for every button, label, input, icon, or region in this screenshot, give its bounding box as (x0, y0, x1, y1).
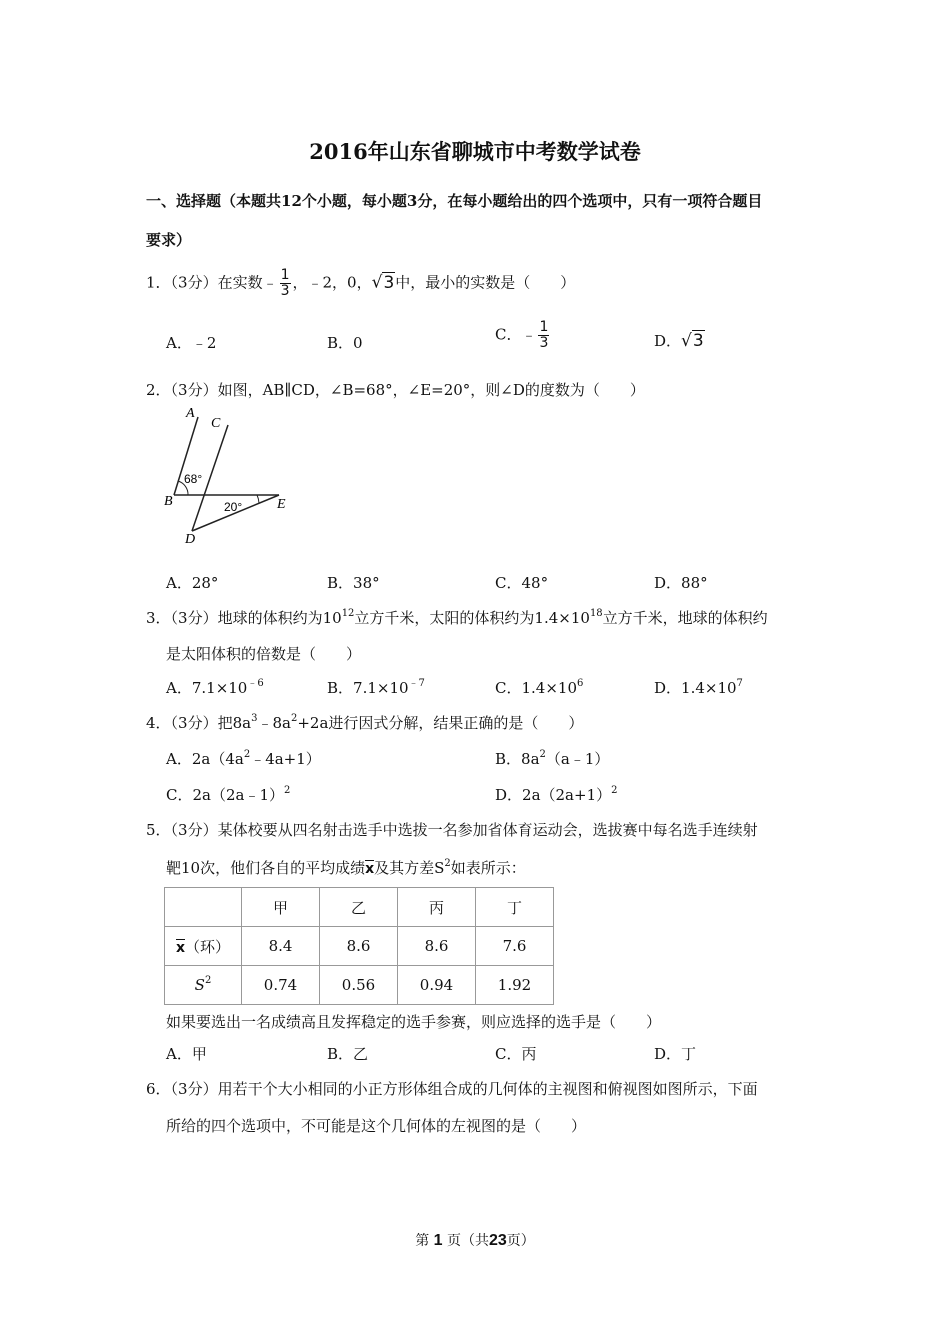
question-1 (146, 268, 575, 299)
q1-option-d-prefix: D． (654, 332, 682, 350)
section-heading-line1: 一、选择题（本题共12个小题，每小题3分，在每小题给出的四个选项中，只有一项符合题目 (146, 192, 763, 210)
q4-opt-b1: B．8a (495, 750, 540, 768)
label-c: C (211, 416, 221, 431)
label-e: E (277, 497, 286, 512)
angle-68-label: 68° (184, 472, 203, 486)
table-cell: 7.6 (476, 927, 554, 966)
q4-opt-a2: ﹣4a+1） (250, 750, 321, 768)
q4-opt-b-exp: 2 (539, 749, 546, 760)
label-b: B (164, 494, 173, 509)
q1-fraction (280, 268, 291, 299)
footer-mid: 页（共 (447, 1233, 489, 1249)
q4-e2: 2 (290, 713, 298, 724)
q3-exp1: 12 (341, 608, 355, 619)
q4-opt-a1: A．2a（4a (166, 750, 244, 768)
table-row (165, 927, 554, 966)
q4-opt-c1: C．2a（2a﹣1） (166, 786, 284, 804)
question-4 (146, 712, 583, 733)
question-6-line1: 6．（3分）用若干个大小相同的小正方形体组合成的几何体的主视图和俯视图如图所示，下面 (146, 1080, 758, 1098)
table-cell: 8.6 (320, 927, 398, 966)
table-row-label (165, 966, 242, 1005)
question-3-line2: 是太阳体积的倍数是（ ） (166, 645, 362, 663)
q1-sqrt-radicand: 3 (383, 272, 395, 293)
q4-option-c (166, 784, 290, 805)
row-s-exp: 2 (204, 975, 212, 986)
q3-opt-c-exp: 6 (577, 678, 584, 689)
q1-option-c-fraction (538, 320, 549, 351)
footer-total-pages: 23 (489, 1232, 507, 1249)
q5-l2-exp: 2 (444, 858, 451, 869)
table-header-row (165, 888, 554, 927)
q1-option-d-sqrt: √3 (681, 331, 704, 351)
q5-l2-a: 靶10次，他们各自的平均成绩 (166, 859, 366, 877)
angle-20-label: 20° (224, 500, 243, 514)
q3-option-a (166, 677, 264, 698)
q3-l1-a: 3．（3分）地球的体积约为10 (146, 609, 342, 627)
q3-opt-d-exp: 7 (736, 678, 743, 689)
footer-page-number: 1 (433, 1232, 443, 1249)
q2-option-b: B．38° (327, 574, 380, 592)
table-cell: 8.4 (242, 927, 320, 966)
q1-mid: ，﹣2，0， (292, 273, 372, 292)
q3-option-d (654, 677, 743, 698)
q2-option-a: A．28° (166, 574, 219, 592)
label-a: A (186, 406, 195, 421)
q1-sqrt: √3 (371, 272, 395, 293)
q3-opt-a-text: A．7.1×10 (166, 679, 248, 697)
q1-frac-den: 3 (280, 283, 290, 299)
q1-frac-num: 1 (280, 267, 290, 283)
q4-opt-b2: （a﹣1） (545, 750, 610, 768)
footer-post: 页） (506, 1233, 535, 1249)
q4-t3: +2a进行因式分解，结果正确的是（ ） (297, 714, 584, 732)
q4-opt-c-exp: 2 (284, 785, 291, 796)
q1-prefix: 1．（3分）在实数﹣ (146, 273, 278, 292)
table-cell: 0.94 (398, 966, 476, 1005)
q4-opt-a-exp: 2 (243, 749, 251, 760)
table-header-cell: 丁 (476, 888, 554, 927)
question-6-line2: 所给的四个选项中，不可能是这个几何体的左视图的是（ ） (166, 1117, 587, 1135)
q5-option-c: C．丙 (495, 1045, 537, 1063)
q3-option-b (327, 677, 425, 698)
q5-option-a: A．甲 (166, 1045, 207, 1063)
q1-suffix: 中，最小的实数是（ ） (395, 273, 576, 292)
q3-opt-b-exp: ﹣7 (408, 678, 425, 689)
q1-option-d (654, 330, 705, 351)
q5-xbar: x (365, 861, 375, 877)
q3-opt-b-text: B．7.1×10 (327, 679, 409, 697)
q1-option-c-num: 1 (539, 319, 549, 335)
q4-e1: 3 (251, 713, 258, 724)
q4-opt-d1: D．2a（2a+1） (495, 786, 612, 804)
q3-l1-b: 立方千米，太阳的体积约为1.4×10 (354, 609, 590, 627)
q5-score-table (164, 887, 554, 1005)
q3-opt-d-text: D．1.4×10 (654, 679, 737, 697)
row-s-symbol: S (194, 976, 205, 994)
page-title: 2016年山东省聊城市中考数学试卷 (309, 139, 641, 164)
table-header-cell: 乙 (320, 888, 398, 927)
q1-option-c-prefix: C．﹣ (495, 325, 537, 344)
q5-option-b: B．乙 (327, 1045, 369, 1063)
q3-opt-a-exp: ﹣6 (247, 678, 264, 689)
table-cell: 0.74 (242, 966, 320, 1005)
q4-t1: 4．（3分）把8a (146, 714, 252, 732)
question-5-line1: 5．（3分）某体校要从四名射击选手中选拔一名参加省体育运动会，选拔赛中每名选手连续射 (146, 821, 758, 839)
q1-option-c-den: 3 (539, 335, 549, 351)
table-header-cell (165, 888, 242, 927)
q4-option-a (166, 748, 321, 769)
row-xbar-symbol: x (175, 939, 185, 956)
q3-opt-c-text: C．1.4×10 (495, 679, 577, 697)
q2-option-c: C．48° (495, 574, 549, 592)
q5-option-d: D．丁 (654, 1045, 697, 1063)
question-2: 2．（3分）如图，AB∥CD，∠B=68°，∠E=20°，则∠D的度数为（ ） (146, 381, 645, 399)
question-5-after: 如果要选出一名成绩高且发挥稳定的选手参赛，则应选择的选手是（ ） (166, 1013, 662, 1031)
row-unit-label: （环） (185, 937, 231, 956)
footer-pre: 第 (415, 1233, 430, 1249)
q1-option-a: A．﹣2 (166, 334, 217, 352)
question-5-line2 (166, 857, 526, 878)
angle-e-arc (257, 495, 259, 503)
q4-t2: ﹣8a (257, 714, 291, 732)
table-header-cell: 丙 (398, 888, 476, 927)
q2-figure (160, 405, 295, 550)
q1-option-d-radicand: 3 (692, 331, 704, 351)
q4-opt-d-exp: 2 (611, 785, 618, 796)
q4-option-d (495, 784, 618, 805)
q3-exp2: 18 (589, 608, 603, 619)
q1-option-c (495, 320, 551, 351)
q3-l1-c: 立方千米，地球的体积约 (602, 609, 768, 627)
section-heading-line2: 要求） (146, 231, 192, 249)
table-cell: 1.92 (476, 966, 554, 1005)
q5-l2-b: 及其方差S (374, 859, 445, 877)
question-3-line1 (146, 607, 768, 628)
q1-option-b: B．0 (327, 334, 363, 352)
q3-option-c (495, 677, 583, 698)
table-cell: 0.56 (320, 966, 398, 1005)
table-header-cell: 甲 (242, 888, 320, 927)
q2-option-d: D．88° (654, 574, 708, 592)
q5-l2-c: 如表所示： (450, 859, 526, 877)
label-d: D (185, 532, 196, 547)
table-row-label (165, 927, 242, 966)
table-row (165, 966, 554, 1005)
q4-option-b (495, 748, 609, 769)
page-footer (0, 1230, 950, 1250)
table-cell: 8.6 (398, 927, 476, 966)
